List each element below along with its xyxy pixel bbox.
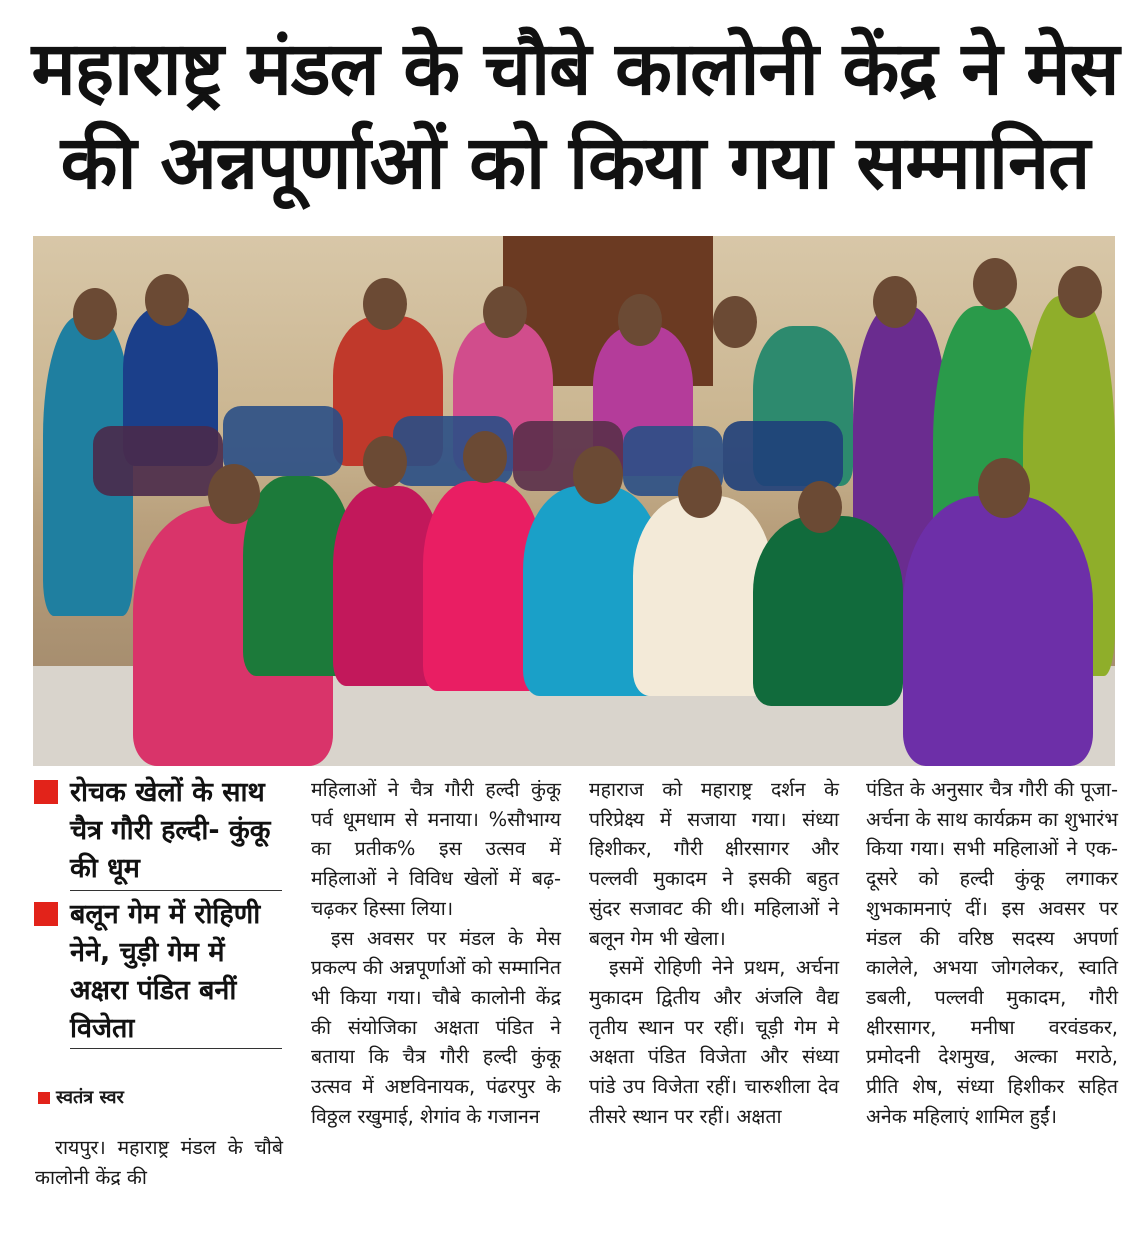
photo-bundle [723,421,843,491]
photo-head [618,294,662,346]
photo-head [208,464,260,524]
photo-head [798,481,842,533]
photo-head [978,458,1030,518]
group-photo [33,236,1115,766]
column-2 [311,775,561,1131]
photo-head [678,466,722,518]
column-2-paragraph-2: इस अवसर पर मंडल के मेस प्रकल्प की अन्नपूर्णाओं को सम्मानित भी किया गया। चौबे कालोनी केंद्र की संयोजिका अक्षता पंडित ने बताया कि चैत्र गौरी हल्दी कुंकू उत्सव में अष्टविनायक, पंढरपुर के विठ्ठल रखुमाई, शेगांव के गजानन [311,926,561,1128]
photo-head [483,286,527,338]
photo-head [713,296,757,348]
red-square-bullet [34,902,58,926]
column-1-text: रायपुर। महाराष्ट्र मंडल के चौबे कालोनी केंद्र की [35,1136,283,1189]
red-square-bullet [34,780,58,804]
photo-head [463,431,507,483]
column-4-text: पंडित के अनुसार चैत्र गौरी की पूजा- अर्चना के साथ कार्यक्रम का शुभारंभ किया गया। सभी महिलाओं ने एक-दूसरे को हल्दी कुंकू लगाकर शुभकामनाएं दीं। इस अवसर पर मंडल की वरिष्ठ सदस्य अपर्णा कालेले, अभया जोगलेकर, स्वाति डबली, पल्लवी मुकादम, गौरी क्षीरसागर, मनीषा वरवंडकर, प्रमोदनी देशमुख, अल्का मराठे, प्रीति शेष, संध्या हिशीकर सहित अनेक महिलाएं शामिल हुईं। [866,778,1118,1128]
column-2-paragraph-1: महिलाओं ने चैत्र गौरी हल्दी कुंकू पर्व धूमधाम से मनाया। %सौभाग्य का प्रतीक% इस उत्सव में महिलाओं ने विविध खेलों में बढ़-चढ़कर हिस्सा लिया। [311,778,561,920]
red-square-bullet [38,1092,50,1104]
divider [70,890,282,891]
subhead-1: रोचक खेलों के साथ चैत्र गौरी हल्दी- कुंकू की धूम [70,774,285,888]
photo-figure [903,496,1093,766]
subhead-2: बलून गेम में रोहिणी नेने, चुड़ी गेम में अक्षरा पंडित बनीं विजेता [70,896,285,1048]
column-3-paragraph-1: महाराज को महाराष्ट्र दर्शन के परिप्रेक्ष्य में सजाया गया। संध्या हिशीकर, गौरी क्षीरसागर और पल्लवी मुकादम ने इसकी बहुत सुंदर सजावट की थी। महिलाओं ने बलून गेम भी खेला। [589,778,839,950]
photo-bundle [93,426,223,496]
byline: स्वतंत्र स्वर [38,1085,124,1109]
column-4 [866,775,1118,1131]
photo-head [363,436,407,488]
photo-head [363,278,407,330]
headline [30,22,1120,210]
photo-head [145,274,189,326]
photo-head [973,258,1017,310]
photo-figure [633,496,773,696]
column-3 [589,775,839,1131]
column-1 [35,1133,283,1192]
photo-head [73,288,117,340]
divider [70,1048,282,1049]
column-3-paragraph-2: इसमें रोहिणी नेने प्रथम, अर्चना मुकादम द्वितीय और अंजलि वैद्य तृतीय स्थान पर रहीं। चूड़ी गेम मे अक्षता पंडित विजेता और संध्या पांडे उप विजेता रहीं। चारुशीला देव तीसरे स्थान पर रहीं। अक्षता [589,956,839,1128]
headline-line-2: की अन्नपूर्णाओं को किया गया सम्मानित [60,120,1090,206]
photo-head [573,446,623,504]
photo-figure [753,516,903,706]
photo-head [873,276,917,328]
photo-head [1058,266,1102,318]
headline-line-1: महाराष्ट्र मंडल के चौबे कालोनी केंद्र ने मेस [31,26,1119,112]
